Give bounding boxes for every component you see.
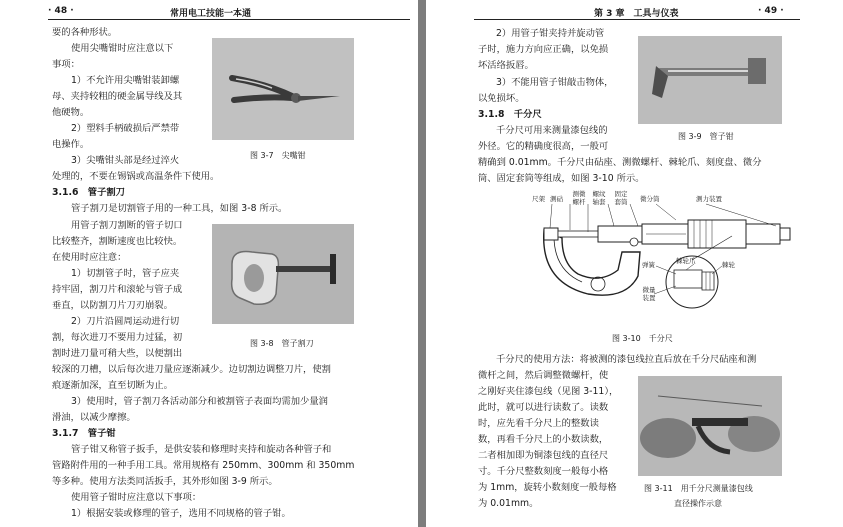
micrometer-diagram <box>526 190 806 330</box>
fig-3-11-caption-line2: 直径操作示意 <box>674 499 722 508</box>
left-line-25: 滑油，以减少摩擦。 <box>52 412 136 423</box>
label-ratchet-claw: 棘轮爪 <box>676 257 696 265</box>
left-line-9: 3）尖嘴钳头部是经过淬火 <box>71 155 180 166</box>
right-line-18: 寸。千分尺整数刻度一般每小格 <box>478 466 609 477</box>
label-fine-adjust: 微量装置 <box>642 286 656 302</box>
right-line-17: 二者相加即为铜漆包线的直径尺 <box>478 450 609 461</box>
pipe-cutter-photo <box>212 224 354 324</box>
left-line-6: 他硬物。 <box>52 107 90 118</box>
label-ruler-frame: 尺架 <box>532 195 545 203</box>
right-line-10: 筒、固定套筒等组成，如图 3-10 所示。 <box>478 173 645 184</box>
left-line-21: 割时进刀量可稍大些，以便割出 <box>52 348 183 359</box>
left-line-24: 3）使用时，管子割刀各活动部分和被割管子表面均需加少量润 <box>71 396 328 407</box>
right-line-20: 为 0.01mm。 <box>478 498 539 509</box>
label-thimble: 微分筒 <box>640 195 660 203</box>
label-ratchet-wheel: 棘轮 <box>722 261 735 269</box>
left-header-title: 常用电工技能一本通 <box>170 9 252 19</box>
fig-3-8-caption: 图 3-8 管子割刀 <box>250 339 314 348</box>
label-sleeve: 固定套筒 <box>614 190 628 206</box>
right-line-2: 子时，施力方向应正确，以免损 <box>478 44 609 55</box>
left-line-7: 2）塑料手柄破损后严禁带 <box>71 123 180 134</box>
right-line-13: 之刚好夹住漆包线（见图 3-11）， <box>478 386 619 397</box>
section-3-1-6-heading: 3.1.6 管子割刀 <box>52 187 125 198</box>
right-header-rule <box>474 19 800 20</box>
left-line-19: 2）刀片沿圆周运动进行切 <box>71 316 180 327</box>
left-line-5: 母、夹持较粗的硬金属导线及其 <box>52 91 183 102</box>
fig-3-10-caption: 图 3-10 千分尺 <box>612 334 673 343</box>
left-line-10: 处理的，不要在锡锅或高温条件下使用。 <box>52 171 220 182</box>
left-header-page-number: · 48 · <box>48 6 74 16</box>
section-3-1-8-heading: 3.1.8 千分尺 <box>478 109 542 120</box>
right-line-16: 数，再看千分尺上的小数读数， <box>478 434 609 445</box>
right-line-11: 千分尺的使用方法：将被测的漆包线拉直后放在千分尺砧座和测 <box>496 354 757 365</box>
right-line-19: 为 1mm，旋转小数刻度一般每格 <box>478 482 617 493</box>
left-line-13: 用管子割刀割断的管子切口 <box>71 220 183 231</box>
label-ratchet-device: 测力装置 <box>696 195 722 203</box>
section-3-1-7-heading: 3.1.7 管子钳 <box>52 428 116 439</box>
left-page <box>0 0 418 527</box>
left-line-22: 较深的刀槽，以后每次进刀量应逐渐减少。边切割边调整刀片，使割 <box>52 364 331 375</box>
pipe-wrench-photo <box>638 36 782 124</box>
left-line-4: 1）不允许用尖嘴钳装卸螺 <box>71 75 180 86</box>
right-header-chapter: 第 3 章 工具与仪表 <box>594 9 679 19</box>
left-line-16: 1）切割管子时，管子应夹 <box>71 268 180 279</box>
fig-3-11-caption-line1: 图 3-11 用千分尺测量漆包线 <box>644 484 753 493</box>
left-line-28: 管路附件用的一种手用工具。常用规格有 250mm、300mm 和 350mm <box>52 460 355 471</box>
right-line-9: 精确到 0.01mm。千分尺由砧座、测微螺杆、棘轮爪、刻度盘、微分 <box>478 157 762 168</box>
right-line-8: 外径。它的精确度很高，一般可 <box>478 141 609 152</box>
left-header-rule <box>48 19 410 20</box>
left-line-15: 在使用时应注意： <box>52 252 127 263</box>
label-locknut: 螺纹轴套 <box>592 190 606 206</box>
page-gutter <box>418 0 426 527</box>
left-line-23: 痕逐渐加深，直至切断为止。 <box>52 380 173 391</box>
right-line-15: 时，应先看千分尺上的整数读 <box>478 418 599 429</box>
left-line-2: 使用尖嘴钳时应注意以下 <box>71 43 174 54</box>
left-line-8: 电操作。 <box>52 139 90 150</box>
left-line-18: 垂直，以防割刀片刀刃崩裂。 <box>52 300 173 311</box>
right-line-1: 2）用管子钳夹持并旋动管 <box>496 28 605 39</box>
left-line-30: 使用管子钳时应注意以下事项： <box>71 492 202 503</box>
right-page <box>426 0 843 527</box>
left-line-31: 1）根据安装或修理的管子，选用不同规格的管子钳。 <box>71 508 291 519</box>
needle-nose-pliers-photo <box>212 38 354 140</box>
right-line-7: 千分尺可用来测量漆包线的 <box>496 125 608 136</box>
label-spring: 弹簧 <box>642 261 655 269</box>
right-line-14: 此时，就可以进行读数了。读数 <box>478 402 609 413</box>
right-line-12: 微杆之间，然后调整微螺杆，使 <box>478 370 609 381</box>
right-line-4: 3）不能用管子钳敲击物体， <box>496 77 614 88</box>
right-line-5: 以免损坏。 <box>478 93 525 104</box>
right-line-3: 坏活络扳唇。 <box>478 60 534 71</box>
fig-3-7-caption: 图 3-7 尖嘴钳 <box>250 151 306 160</box>
label-spindle: 测微螺杆 <box>572 190 586 206</box>
right-header-page-number: · 49 · <box>758 6 784 16</box>
left-line-1: 要的各种形状。 <box>52 27 118 38</box>
left-line-14: 比较整齐，割断速度也比较快。 <box>52 236 183 247</box>
left-line-17: 持牢固，割刀片和滚轮与管子成 <box>52 284 183 295</box>
label-anvil: 测砧 <box>550 195 563 203</box>
left-line-3: 事项： <box>52 59 80 70</box>
left-line-20: 割，每次进刀不要用力过猛，初 <box>52 332 183 343</box>
measuring-wire-photo <box>638 376 782 476</box>
fig-3-9-caption: 图 3-9 管子钳 <box>678 132 734 141</box>
left-line-12: 管子割刀是切割管子用的一种工具，如图 3-8 所示。 <box>71 203 288 214</box>
left-line-27: 管子钳又称管子扳手，是供安装和修理时夹持和旋动各种管子和 <box>71 444 332 455</box>
left-line-29: 等多种。使用方法类同活扳手，其外形如图 3-9 所示。 <box>52 476 278 487</box>
